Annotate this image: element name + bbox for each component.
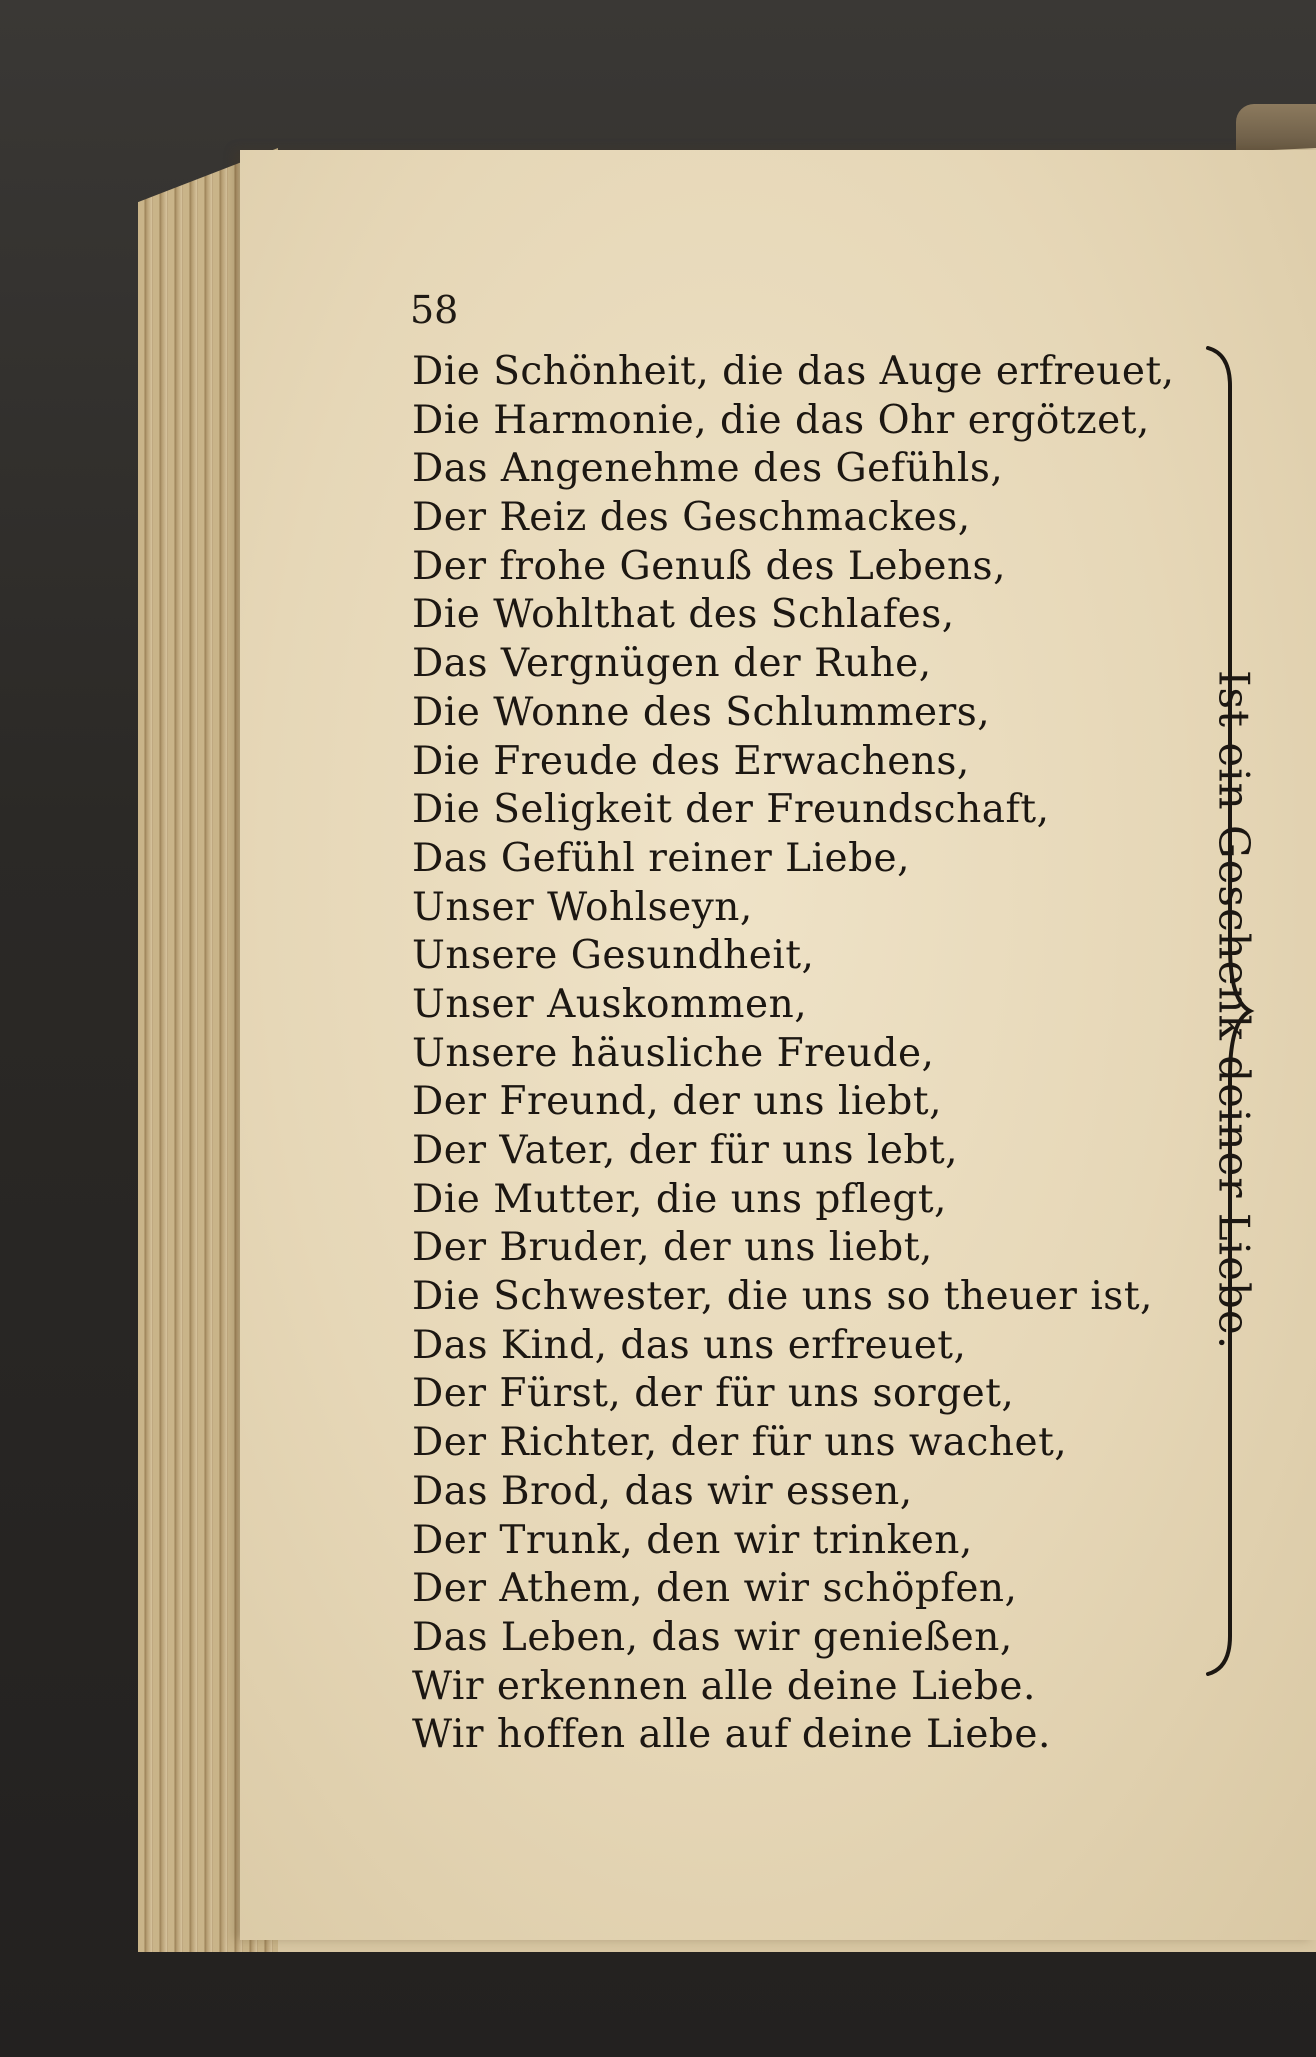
poem-line: Der Reiz des Geschmackes, <box>412 495 971 541</box>
poem-line: Der Athem, den wir schöpfen, <box>412 1566 1018 1612</box>
poem-line: Der Bruder, der uns liebt, <box>412 1225 933 1271</box>
poem-line: Der Fürst, der für uns sorget, <box>412 1371 1015 1417</box>
poem-line: Die Schwester, die uns so theuer ist, <box>412 1274 1153 1320</box>
poem-line: Das Brod, das wir essen, <box>412 1468 913 1514</box>
poem-line: Das Gefühl reiner Liebe, <box>412 835 911 881</box>
poem-line: Der Vater, der für uns lebt, <box>412 1128 959 1173</box>
poem-line: Unser Auskommen, <box>412 981 808 1027</box>
side-caption: Ist ein Geschenk deiner Liebe. <box>1209 669 1259 1351</box>
poem-line: Das Angenehme des Gefühls, <box>412 446 1004 492</box>
poem-line: Unsere häusliche Freude, <box>412 1030 935 1076</box>
poem-line: Der Trunk, den wir trinken, <box>412 1517 973 1563</box>
poem-line: Die Seligkeit der Freundschaft, <box>412 787 1050 833</box>
poem-line: Wir erkennen alle deine Liebe. <box>412 1663 1036 1709</box>
poem-line: Das Leben, das wir genießen, <box>412 1614 1013 1660</box>
poem-line: Die Wohlthat des Schlafes, <box>412 592 955 638</box>
poem-line: Der frohe Genuß des Lebens, <box>412 543 1006 589</box>
poem-line: Wir hoffen alle auf deine Liebe. <box>412 1712 1051 1758</box>
page-number: 58 <box>410 288 459 332</box>
poem-line: Die Harmonie, die das Ohr ergötzet, <box>412 397 1150 443</box>
poem-line: Das Kind, das uns erfreuet, <box>412 1322 967 1368</box>
poem-line: Unser Wohlseyn, <box>412 884 753 930</box>
poem-line: Unsere Gesundheit, <box>412 933 815 979</box>
poem-line: Der Richter, der für uns wachet, <box>412 1420 1068 1466</box>
poem-line: Die Schönheit, die das Auge erfreuet, <box>412 349 1175 394</box>
poem-line: Das Vergnügen der Ruhe, <box>412 641 932 687</box>
poem-text <box>412 348 1175 1760</box>
poem-line: Die Wonne des Schlummers, <box>412 689 991 735</box>
poem-line: Die Freude des Erwachens, <box>412 738 970 784</box>
poem-line: Der Freund, der uns liebt, <box>412 1079 942 1125</box>
poem-line: Die Mutter, die uns pflegt, <box>412 1176 947 1222</box>
